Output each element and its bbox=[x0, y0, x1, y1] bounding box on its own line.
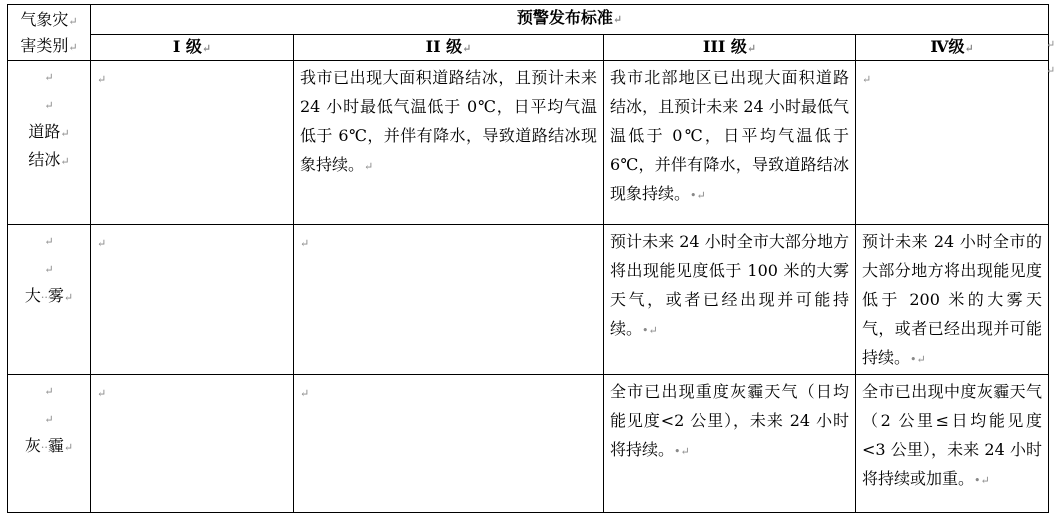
standard-header: 预警发布标准 bbox=[516, 8, 613, 27]
category-cell: ↵ ↵ 大··雾↵ bbox=[8, 225, 91, 375]
corner-label-line2: 害类别 bbox=[20, 36, 69, 55]
category-label-line2: 结冰 bbox=[28, 150, 61, 169]
category-cell: ↵ ↵ 灰··霾↵ bbox=[8, 375, 91, 513]
corner-label-line1: 气象灾 bbox=[20, 10, 69, 29]
category-label-line1: 道路 bbox=[28, 122, 61, 141]
corner-header-cell: 气象灾↵ 害类别↵ bbox=[8, 5, 91, 61]
level-2-cell: ↵ bbox=[294, 375, 604, 513]
level-1-cell: ↵ bbox=[91, 61, 294, 225]
category-label-line1: 大 bbox=[24, 286, 41, 305]
level-header-3: III 级↵ bbox=[604, 34, 856, 60]
standard-header-cell: 预警发布标准↵ bbox=[91, 5, 1049, 35]
level-3-cell: 我市北部地区已出现大面积道路结冰，且预计未来 24 小时最低气温低于 0℃，日平均气温低于 6℃，并伴有降水，导致道路结冰现象持续。•↵ bbox=[604, 61, 856, 225]
table-row bbox=[8, 61, 1049, 225]
level-header-1: I 级↵ bbox=[91, 34, 294, 60]
level-2-cell: 我市已出现大面积道路结冰，且预计未来 24 小时最低气温低于 0℃，日平均气温低于 6℃，并伴有降水，导致道路结冰现象持续。↵ bbox=[294, 61, 604, 225]
level-1-cell: ↵ bbox=[91, 375, 294, 513]
level-2-cell: ↵ bbox=[294, 225, 604, 375]
level-header-4: Ⅳ级↵ bbox=[856, 34, 1049, 60]
level-3-cell: 预计未来 24 小时全市大部分地方将出现能见度低于 100 米的大雾天气，或者已经出现并可能持续。•↵ bbox=[604, 225, 856, 375]
table-row bbox=[8, 375, 1049, 513]
level-header-2: II 级↵ bbox=[294, 34, 604, 60]
warning-standards-table bbox=[7, 4, 1049, 513]
category-cell: ↵ ↵ 道路↵ 结冰↵ bbox=[8, 61, 91, 225]
category-label-line2: 雾 bbox=[47, 286, 64, 305]
table-row bbox=[8, 225, 1049, 375]
level-4-cell: 预计未来 24 小时全市的大部分地方将出现能见度低于 200 米的大雾天气，或者已经出现并可能持续。•↵ bbox=[856, 225, 1049, 375]
end-of-row-mark: ↵ bbox=[1046, 38, 1056, 51]
category-label-line2: 霾 bbox=[47, 436, 64, 455]
level-1-cell: ↵ bbox=[91, 225, 294, 375]
end-of-row-mark: ↵ bbox=[1046, 64, 1056, 77]
level-4-cell: 全市已出现中度灰霾天气（2 公里≤日均能见度<3 公里），未来 24 小时将持续或加重。•↵ bbox=[856, 375, 1049, 513]
level-4-cell: ↵ bbox=[856, 61, 1049, 225]
category-label-line1: 灰 bbox=[24, 436, 41, 455]
level-3-cell: 全市已出现重度灰霾天气（日均能见度<2 公里），未来 24 小时将持续。•↵ bbox=[604, 375, 856, 513]
